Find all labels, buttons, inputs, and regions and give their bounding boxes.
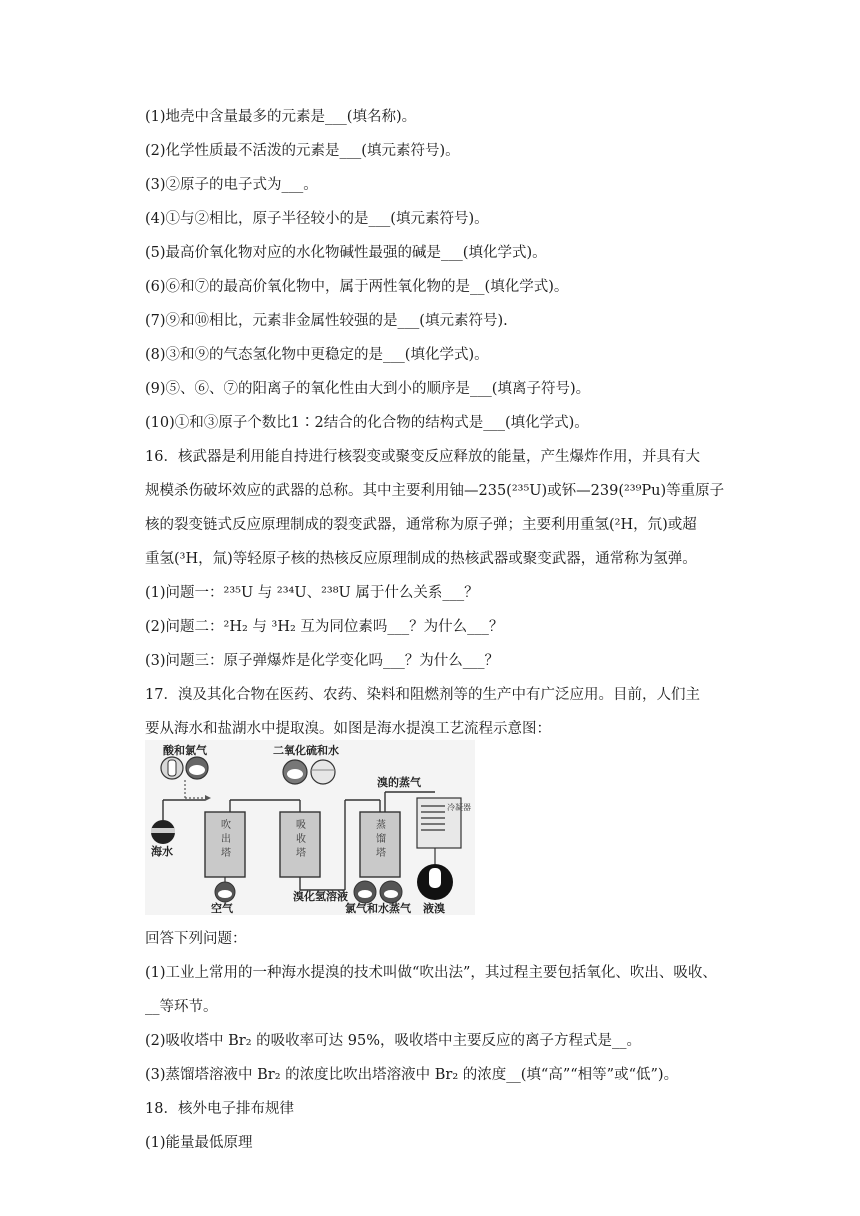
- question-line: (3)②原子的电子式为___。: [145, 177, 318, 193]
- question-line: (8)③和⑨的气态氢化物中更稳定的是___(填化学式)。: [145, 347, 489, 363]
- svg-text:塔: 塔: [376, 848, 386, 859]
- q17-answer-prompt: 回答下列问题：: [145, 931, 247, 947]
- label-air: 空气: [211, 902, 233, 915]
- q16-intro: 重氢(³H，氚)等轻原子核的热核反应原理制成的热核武器或聚变武器，通常称为氢弹。: [145, 551, 697, 567]
- question-line: (2)化学性质最不活泼的元素是___(填元素符号)。: [145, 143, 460, 159]
- label-liquid-bromine: 液溴: [423, 902, 445, 915]
- q17-intro: 17．溴及其化合物在医药、农药、染料和阻燃剂等的生产中有广泛应用。目前，人们主: [145, 687, 700, 703]
- q17-part: __等环节。: [145, 999, 218, 1015]
- svg-text:收: 收: [296, 834, 306, 845]
- label-condenser: 冷凝器: [447, 803, 471, 812]
- q16-part: (1)问题一：²³⁵U 与 ²³⁴U、²³⁸U 属于什么关系___？: [145, 585, 479, 601]
- question-line: (1)地壳中含量最多的元素是___(填名称)。: [145, 109, 417, 125]
- question-line: (5)最高价氧化物对应的水化物碱性最强的碱是___(填化学式)。: [145, 245, 547, 261]
- q18-title: 18．核外电子排布规律: [145, 1101, 294, 1117]
- label-hbr-solution: 溴化氢溶液: [293, 890, 348, 903]
- question-line: (7)⑨和⑩相比，元素非金属性较强的是___(填元素符号).: [145, 313, 508, 329]
- q16-intro: 核的裂变链式反应原理制成的裂变武器，通常称为原子弹；主要利用重氢(²H，氘)或超: [145, 517, 697, 533]
- question-line: (6)⑥和⑦的最高价氧化物中，属于两性氧化物的是__(填化学式)。: [145, 279, 569, 295]
- svg-text:馏: 馏: [376, 834, 386, 845]
- svg-text:出: 出: [221, 834, 231, 845]
- q17-intro: 要从海水和盐湖水中提取溴。如图是海水提溴工艺流程示意图：: [145, 721, 551, 737]
- q18-part: (1)能量最低原理: [145, 1135, 253, 1151]
- q17-part: (3)蒸馏塔溶液中 Br₂ 的浓度比吹出塔溶液中 Br₂ 的浓度__(填“高”“相等”或“低”)。: [145, 1067, 679, 1083]
- question-line: (10)①和③原子个数比1∶2结合的化合物的结构式是___(填化学式)。: [145, 415, 589, 431]
- svg-text:蒸: 蒸: [376, 820, 386, 831]
- label-seawater: 海水: [151, 845, 173, 858]
- q16-intro: 规模杀伤破坏效应的武器的总称。其中主要利用铀—235(²³⁵U)或钚—239(²³⁹Pu)等重原子: [145, 483, 725, 499]
- svg-text:吸: 吸: [296, 820, 306, 831]
- q17-part: (1)工业上常用的一种海水提溴的技术叫做“吹出法”，其过程主要包括氧化、吹出、吸收、: [145, 965, 717, 981]
- question-line: (9)⑤、⑥、⑦的阳离子的氧化性由大到小的顺序是___(填离子符号)。: [145, 381, 591, 397]
- label-acid-chlorine: 酸和氯气: [163, 744, 207, 757]
- label-sulfur-dioxide-water: 二氧化硫和水: [273, 744, 339, 757]
- q16-intro: 16．核武器是利用能自持进行核裂变或聚变反应释放的能量，产生爆炸作用，并具有大: [145, 449, 700, 465]
- q16-part: (2)问题二：²H₂ 与 ³H₂ 互为同位素吗___？为什么___？: [145, 619, 504, 635]
- svg-text:塔: 塔: [221, 848, 231, 859]
- svg-text:塔: 塔: [296, 848, 306, 859]
- q17-part: (2)吸收塔中 Br₂ 的吸收率可达 95%，吸收塔中主要反应的离子方程式是__。: [145, 1033, 641, 1049]
- q16-part: (3)问题三：原子弹爆炸是化学变化吗___？为什么___？: [145, 653, 500, 669]
- water-icon: [311, 760, 335, 784]
- bromine-extraction-flow-diagram: [145, 740, 475, 915]
- label-chlorine-steam: 氯气和水蒸气: [345, 902, 411, 915]
- svg-text:吹: 吹: [221, 820, 231, 831]
- question-line: (4)①与②相比，原子半径较小的是___(填元素符号)。: [145, 211, 489, 227]
- label-bromine-vapor: 溴的蒸气: [377, 776, 421, 789]
